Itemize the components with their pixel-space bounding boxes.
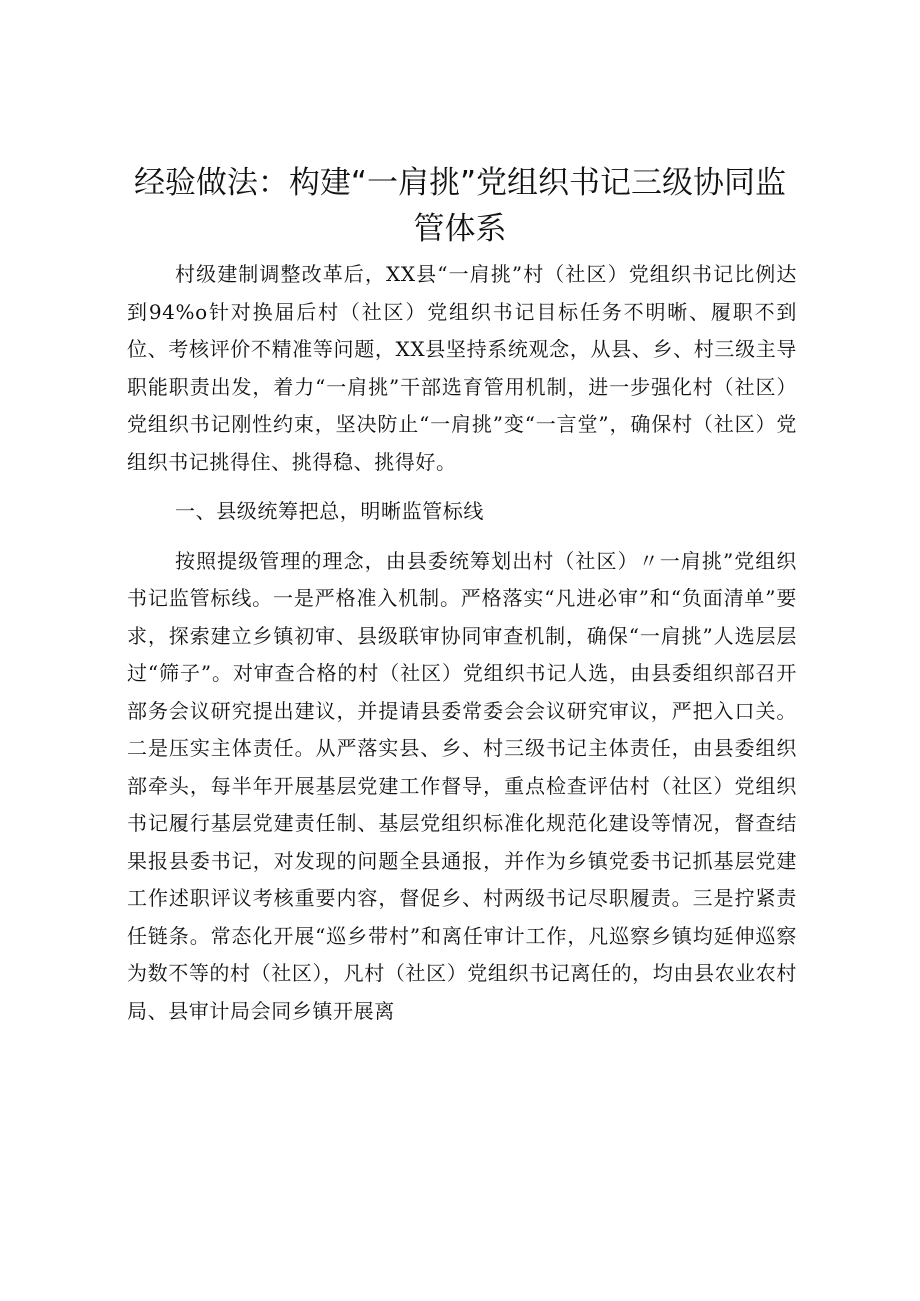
section-paragraph: 按照提级管理的理念，由县委统筹划出村（社区）〃一肩挑”党组织书记监管标线。一是严格准入机制。严格落实“凡进必审”和“负面清单”要求，探索建立乡镇初审、县级联审协同审查机制，确保“一肩挑”人选层层过“筛子”。对审查合格的村（社区）党组织书记人选，由县委组织部召开部务会议研究提出建议，并提请县委常委会会议研究审议，严把入口关。二是压实主体责任。从严落实县、乡、村三级书记主体责任，由县委组织部牵头，每半年开展基层党建工作督导，重点检查评估村（社区）党组织书记履行基层党建责任制、基层党组织标准化规范化建设等情况，督查结果报县委书记，对发现的问题全县通报，并作为乡镇党委书记抓基层党建工作述职评议考核重要内容，督促乡、村两级书记尽职履责。三是拧紧责任链条。常态化开展“巡乡带村”和离任审计工作，凡巡察乡镇均延伸巡察为数不等的村（社区），凡村（社区）党组织书记离任的，均由县农业农村局、县审计局会同乡镇开展离 bbox=[127, 548, 797, 1023]
section-heading: 一、县级统筹把总，明晰监管标线 bbox=[175, 499, 484, 523]
intro-paragraph: 村级建制调整改革后，XX县“一肩挑”村（社区）党组织书记比例达到94%o针对换届后村（社区）党组织书记目标任务不明晰、履职不到位、考核评价不精准等问题，XX县坚持系统观念，从县、乡、村三级主导职能职责出发，着力“一肩挑”干部选育管用机制，进一步强化村（社区）党组织书记刚性约束，坚决防止“一肩挑”变“一言堂”，确保村（社区）党组织书记挑得住、挑得稳、挑得好。 bbox=[127, 262, 797, 474]
document-title: 经验做法：构建“一肩挑”党组织书记三级协同监管体系 bbox=[133, 165, 787, 247]
document-body bbox=[127, 256, 797, 1030]
